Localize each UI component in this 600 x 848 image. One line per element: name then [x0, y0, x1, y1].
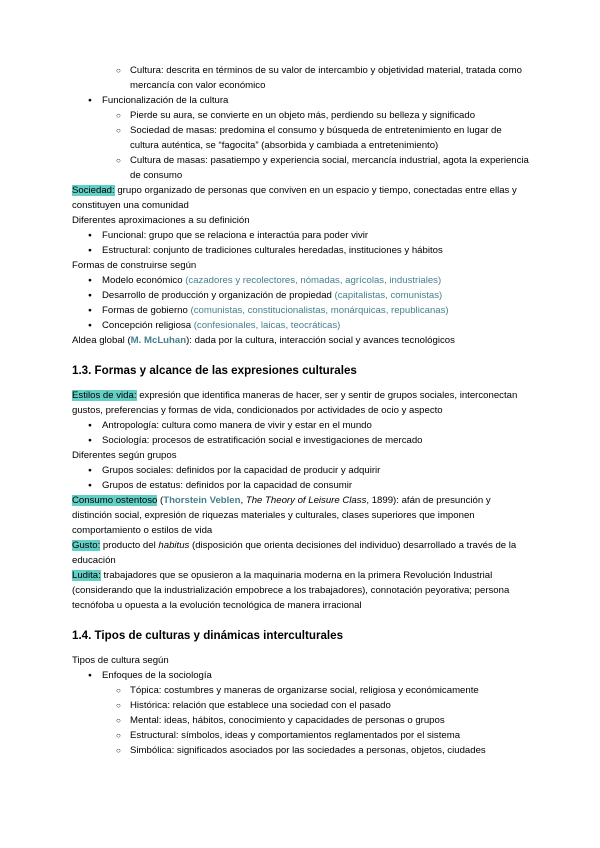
bullet-text	[102, 303, 530, 318]
text-segment: Mental: ideas, hábitos, conocimiento y capacidades de personas o grupos	[130, 715, 445, 726]
bullet-disc-icon: ●	[88, 422, 92, 429]
paragraph	[72, 568, 530, 613]
paragraph	[72, 258, 530, 273]
bullet-text	[102, 418, 530, 433]
paragraph	[72, 213, 530, 228]
bullet-circle-icon: ○	[116, 66, 121, 75]
bullet-circle-icon: ○	[116, 156, 121, 165]
text-segment: Cultura: descrita en términos de su valor de intercambio y objetividad material, tratada como mercancía con valor económico	[130, 65, 522, 91]
highlighted-term: Ludita:	[72, 570, 101, 581]
bullet-circle-icon: ○	[116, 731, 121, 740]
italic-text: habitus	[158, 540, 190, 551]
text-segment: Cultura de masas: pasatiempo y experiencia social, mercancía industrial, agota la experiencia de consumo	[130, 155, 529, 181]
paragraph	[72, 448, 530, 463]
text-segment: (disposición que orienta decisiones del individuo) desarrollado a través de la educación	[72, 540, 517, 566]
bullet-disc-icon: ●	[88, 467, 92, 474]
text-segment: Sociedad de masas: predomina el consumo y búsqueda de entretenimiento en lugar de cultura auténtica, se “fagocita” (absorbida y cambiada a entretenimiento)	[130, 125, 502, 151]
bullet-item-level-2	[72, 63, 530, 93]
text-segment: 1.4. Tipos de culturas y dinámicas interculturales	[72, 629, 344, 642]
bullet-item-level-2	[72, 713, 530, 728]
text-segment: Grupos sociales: definidos por la capacidad de producir y adquirir	[102, 465, 381, 476]
text-segment: Aldea global (	[72, 335, 131, 346]
section-heading	[72, 363, 530, 378]
paragraph	[72, 183, 530, 213]
bullet-item-level-2	[72, 153, 530, 183]
text-segment: Pierde su aura, se convierte en un objeto más, perdiendo su belleza y significado	[130, 110, 476, 121]
bullet-item-level-1	[72, 243, 530, 258]
bullet-item-level-1	[72, 318, 530, 333]
bullet-circle-icon: ○	[116, 716, 121, 725]
bullet-item-level-1	[72, 228, 530, 243]
text-segment: expresión que identifica maneras de hacer, ser y sentir de grupos sociales, interconectan gustos, preferencias y formas de vida, condicionados por actividades de ocio y aspecto	[72, 390, 518, 416]
bullet-text	[130, 153, 530, 183]
section-heading	[72, 628, 530, 643]
text-segment: Enfoques de la sociología	[102, 670, 212, 681]
text-segment: Tópica: costumbres y maneras de organizarse social, religiosa y económicamente	[130, 685, 479, 696]
bullet-item-level-1	[72, 668, 530, 683]
accent-text: (cazadores y recolectores, nómadas, agrícolas, industriales)	[185, 275, 442, 286]
bullet-text	[102, 228, 530, 243]
bullet-text	[102, 668, 530, 683]
bullet-item-level-1	[72, 288, 530, 303]
bullet-text	[130, 743, 530, 758]
accent-text: (comunistas, constitucionalistas, monárquicas, republicanas)	[190, 305, 449, 316]
bullet-disc-icon: ●	[88, 307, 92, 314]
bullet-disc-icon: ●	[88, 232, 92, 239]
bullet-disc-icon: ●	[88, 292, 92, 299]
bullet-item-level-2	[72, 728, 530, 743]
bullet-text	[130, 108, 530, 123]
bullet-item-level-1	[72, 93, 530, 108]
accent-text: (confesionales, laicas, teocráticas)	[193, 320, 341, 331]
text-segment: Funcional: grupo que se relaciona e interactúa para poder vivir	[102, 230, 369, 241]
accent-text: (capitalistas, comunistas)	[334, 290, 443, 301]
text-segment: Antropología: cultura como manera de vivir y estar en el mundo	[102, 420, 372, 431]
paragraph	[72, 653, 530, 668]
text-segment: producto del	[100, 540, 159, 551]
bullet-disc-icon: ●	[88, 482, 92, 489]
bullet-circle-icon: ○	[116, 686, 121, 695]
paragraph	[72, 333, 530, 348]
paragraph	[72, 388, 530, 418]
text-segment: Histórica: relación que establece una sociedad con el pasado	[130, 700, 391, 711]
text-segment: Sociología: procesos de estratificación social e investigaciones de mercado	[102, 435, 423, 446]
text-segment: Funcionalización de la cultura	[102, 95, 229, 106]
bullet-text	[130, 123, 530, 153]
text-segment: trabajadores que se opusieron a la maquinaria moderna en la primera Revolución Industrial (considerando que la industrialización empobrece a los trabajadores), connotación peyorativa; persona tecnófoba u opuesta a la evolución tecnológica de manera irracional	[72, 570, 510, 611]
bullet-text	[102, 243, 530, 258]
text-segment: Simbólica: significados asociados por las sociedades a personas, objetos, ciudades	[130, 745, 486, 756]
text-segment: 1.3. Formas y alcance de las expresiones culturales	[72, 364, 357, 377]
bullet-item-level-2	[72, 123, 530, 153]
bullet-text	[130, 728, 530, 743]
text-segment: Diferentes aproximaciones a su definición	[72, 215, 250, 226]
text-segment: ): dada por la cultura, interacción social y avances tecnológicos	[186, 335, 455, 346]
text-segment: Formas de construirse según	[72, 260, 197, 271]
bullet-disc-icon: ●	[88, 322, 92, 329]
bullet-text	[102, 433, 530, 448]
bullet-item-level-1	[72, 273, 530, 288]
bullet-item-level-2	[72, 743, 530, 758]
bullet-circle-icon: ○	[116, 746, 121, 755]
text-segment: Estructural: conjunto de tradiciones culturales heredadas, instituciones y hábitos	[102, 245, 443, 256]
bullet-circle-icon: ○	[116, 111, 121, 120]
bullet-item-level-1	[72, 463, 530, 478]
bullet-text	[130, 63, 530, 93]
bullet-item-level-2	[72, 108, 530, 123]
bullet-disc-icon: ●	[88, 277, 92, 284]
bullet-item-level-1	[72, 303, 530, 318]
bullet-text	[130, 683, 530, 698]
text-segment: Estructural: símbolos, ideas y comportamientos reglamentados por el sistema	[130, 730, 461, 741]
bullet-text	[102, 288, 530, 303]
bullet-circle-icon: ○	[116, 126, 121, 135]
bullet-text	[102, 463, 530, 478]
text-segment: Grupos de estatus: definidos por la capacidad de consumir	[102, 480, 353, 491]
italic-text: The Theory of Leisure Class	[245, 495, 367, 506]
text-segment: , 1899): afán de presunción y distinción social, expresión de riquezas materiales y culturales, clases superiores que imponen comportamiento o estilos de vida	[72, 495, 491, 536]
bullet-item-level-1	[72, 418, 530, 433]
accent-text: Thorstein Veblen	[163, 495, 241, 506]
bullet-text	[102, 273, 530, 288]
bullet-disc-icon: ●	[88, 672, 92, 679]
text-segment: ,	[240, 495, 246, 506]
bullet-item-level-2	[72, 698, 530, 713]
bullet-item-level-1	[72, 478, 530, 493]
text-segment: Tipos de cultura según	[72, 655, 169, 666]
text-segment: Desarrollo de producción y organización de propiedad	[102, 290, 335, 301]
highlighted-term: Estilos de vida:	[72, 390, 137, 401]
text-segment: (	[157, 495, 164, 506]
bullet-text	[102, 478, 530, 493]
bullet-text	[102, 318, 530, 333]
bullet-disc-icon: ●	[88, 437, 92, 444]
paragraph	[72, 493, 530, 538]
highlighted-term: Sociedad:	[72, 185, 115, 196]
bullet-circle-icon: ○	[116, 701, 121, 710]
bullet-disc-icon: ●	[88, 97, 92, 104]
bullet-text	[102, 93, 530, 108]
text-segment: Formas de gobierno	[102, 305, 191, 316]
bullet-disc-icon: ●	[88, 247, 92, 254]
bullet-text	[130, 713, 530, 728]
text-segment: Diferentes según grupos	[72, 450, 177, 461]
text-segment: Concepción religiosa	[102, 320, 194, 331]
text-segment: grupo organizado de personas que conviven en un espacio y tiempo, conectadas entre ellas y constituyen una comunidad	[72, 185, 517, 211]
paragraph	[72, 538, 530, 568]
highlighted-term: Gusto:	[72, 540, 101, 551]
bullet-item-level-1	[72, 433, 530, 448]
bullet-item-level-2	[72, 683, 530, 698]
accent-text: M. McLuhan	[130, 335, 187, 346]
bullet-text	[130, 698, 530, 713]
text-segment: Modelo económico	[102, 275, 186, 286]
highlighted-term: Consumo ostentoso	[72, 495, 158, 506]
